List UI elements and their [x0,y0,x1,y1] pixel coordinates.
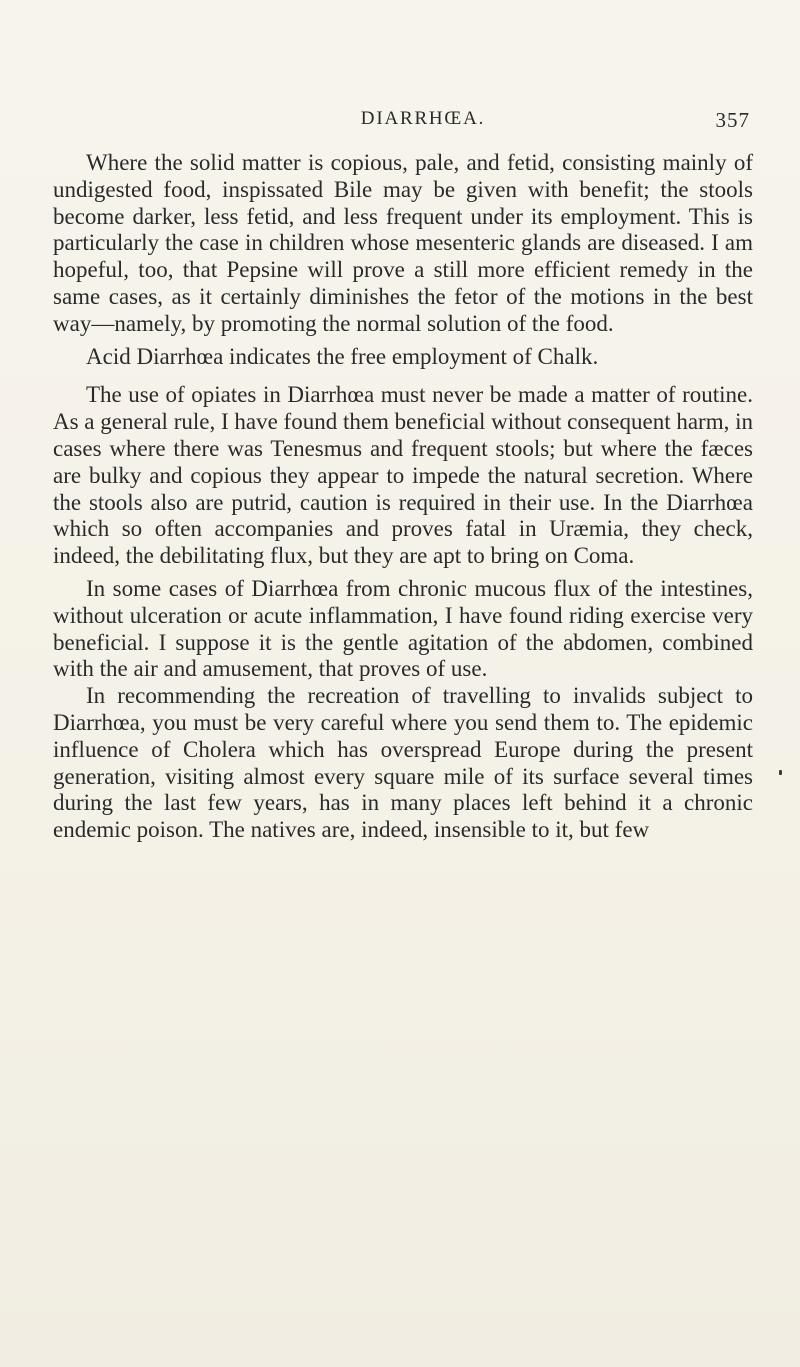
ink-speck [779,770,782,775]
paragraph-travelling: In recommending the recreation of travelling to invalids subject to Diarrhœa, you must be very careful where you send them to. The epidemic influence of Cholera which has overspread Europe during the present generation, visiting almost every square mile of its surface several times during the last few years, has in many places left behind it a chronic endemic poison. The natives are, indeed, insensible to it, but few [53,683,753,843]
page-number: 357 [715,108,750,132]
paragraph-bile-pepsine: Where the solid matter is copious, pale, and fetid, consisting mainly of undigested food, inspissated Bile may be given with benefit; the stools become darker, less fetid, and less frequent under its employment. This is particularly the case in children whose mesenteric glands are diseased. I am hopeful, too, that Pepsine will prove a still more efficient remedy in the same cases, as it certainly diminishes the fetor of the motions in the best way—namely, by promoting the normal solution of the food. [53,150,753,336]
paragraph-opiates: The use of opiates in Diarrhœa must never be made a matter of routine. As a general rule, I have found them beneficial without consequent harm, in cases where there was Tenesmus and frequent stools; but where the fæces are bulky and copious they appear to impede the natural secretion. Where the stools also are putrid, caution is required in their use. In the Diarrhœa which so often accompanies and proves fatal in Uræmia, they check, indeed, the debilitating flux, but they are apt to bring on Coma. [53,382,753,569]
body-text [53,150,753,850]
running-title: DIARRHŒA. [360,108,486,129]
paragraph-riding-exercise: In some cases of Diarrhœa from chronic mucous flux of the intestines, without ulceration or acute inflammation, I have found riding exercise very beneficial. I suppose it is the gentle agitation of the abdomen, combined with the air and amusement, that proves of use. [53,575,753,682]
paragraph-acid-diarrhoea: Acid Diarrhœa indicates the free employment of Chalk. [86,343,599,369]
running-head [56,108,750,138]
